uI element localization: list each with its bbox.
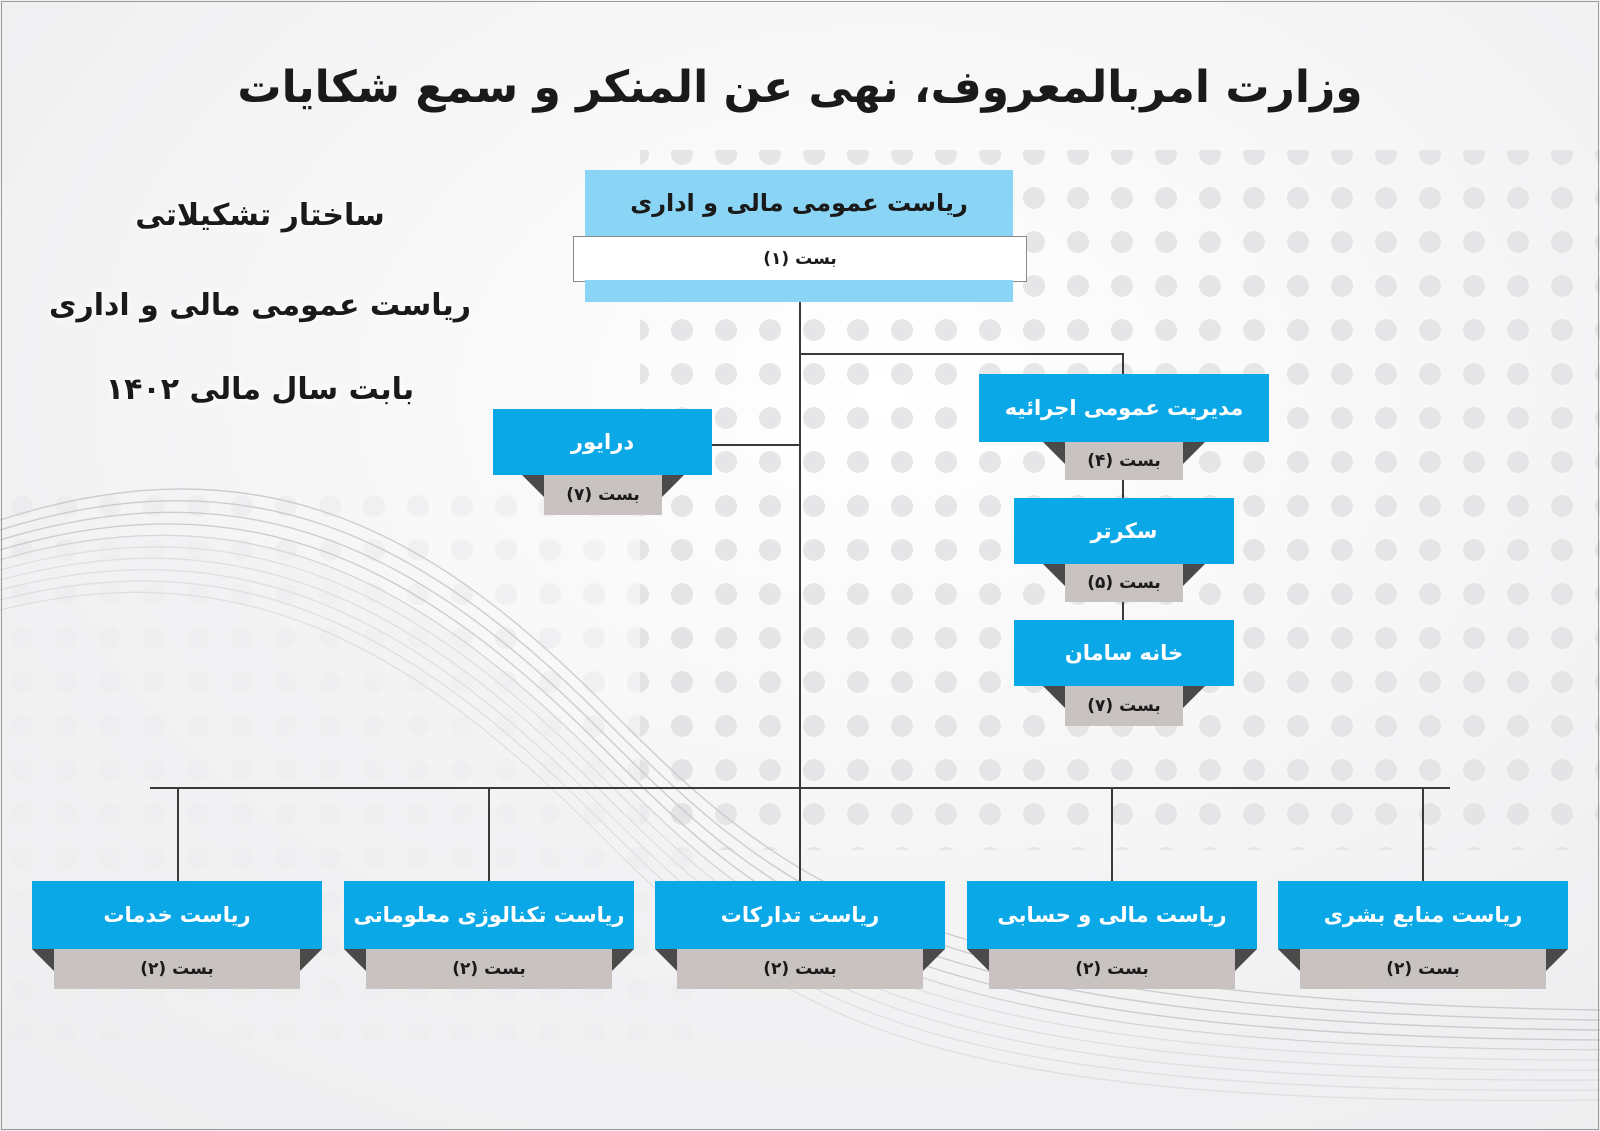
dept-post-1 [54, 949, 300, 989]
chain-post-2 [1065, 564, 1183, 602]
dept-name-4: ریاست مالی و حسابی [997, 903, 1227, 927]
trunk-line [799, 300, 801, 790]
top-unit-box [585, 170, 1013, 236]
chain-post-1 [1065, 442, 1183, 480]
dept-fold-left-3 [655, 949, 677, 971]
chain-line-1 [1122, 480, 1124, 500]
chain-post-label-1: بست (۴) [1087, 451, 1161, 471]
chain-fold-right-2 [1183, 564, 1205, 586]
dept-post-4 [989, 949, 1235, 989]
dept-post-label-1: بست (۲) [140, 959, 214, 979]
chain-fold-right-1 [1183, 442, 1205, 464]
dept-drop-line-1 [177, 788, 179, 882]
chain-fold-left-3 [1043, 686, 1065, 708]
dept-box-3 [655, 881, 945, 949]
dept-name-3: ریاست تدارکات [720, 903, 880, 927]
dept-post-label-5: بست (۲) [1386, 959, 1460, 979]
chain-name-1: مدیریت عمومی اجرائیه [1004, 396, 1244, 420]
dept-post-label-4: بست (۲) [1075, 959, 1149, 979]
dept-post-label-2: بست (۲) [452, 959, 526, 979]
driver-name: درایور [570, 430, 635, 454]
dept-fold-left-2 [344, 949, 366, 971]
chain-fold-left-2 [1043, 564, 1065, 586]
chain-line-2 [1122, 602, 1124, 622]
dept-name-2: ریاست تکنالوژی معلوماتی [353, 903, 625, 927]
dept-post-2 [366, 949, 612, 989]
driver-fold-left [522, 475, 544, 497]
driver-box [493, 409, 712, 475]
dept-name-5: ریاست منابع بشری [1323, 903, 1523, 927]
side-title-line-3: بابت سال مالی ۱۴۰۲ [105, 372, 415, 407]
side-title-line-2: ریاست عمومی مالی و اداری [48, 288, 471, 323]
chain-name-3: خانه سامان [1064, 641, 1184, 665]
dept-fold-right-2 [612, 949, 634, 971]
dept-box-1 [32, 881, 322, 949]
chain-fold-left-1 [1043, 442, 1065, 464]
page-title: وزارت امربالمعروف، نهی عن المنکر و سمع شکایات [237, 62, 1363, 113]
chain-box-3 [1014, 620, 1234, 686]
driver-branch-line [712, 444, 800, 446]
dept-drop-line-5 [1422, 788, 1424, 882]
chain-box-1 [979, 374, 1269, 442]
dept-fold-left-1 [32, 949, 54, 971]
dept-fold-right-4 [1235, 949, 1257, 971]
dept-fold-right-5 [1546, 949, 1568, 971]
side-title-line-1: ساختار تشکیلاتی [135, 198, 385, 233]
dept-drop-line-2 [488, 788, 490, 882]
dept-fold-right-3 [923, 949, 945, 971]
top-unit-post [573, 236, 1027, 282]
driver-post [544, 475, 662, 515]
top-unit-name: ریاست عمومی مالی و اداری [630, 189, 968, 217]
dept-name-1: ریاست خدمات [103, 903, 251, 927]
chain-post-label-3: بست (۷) [1087, 696, 1161, 716]
dept-box-4 [967, 881, 1257, 949]
chain-post-label-2: بست (۵) [1087, 573, 1161, 593]
dept-fold-left-5 [1278, 949, 1300, 971]
dept-box-2 [344, 881, 634, 949]
dept-post-5 [1300, 949, 1546, 989]
chain-box-2 [1014, 498, 1234, 564]
dept-post-3 [677, 949, 923, 989]
driver-fold-right [662, 475, 684, 497]
dept-post-label-3: بست (۲) [763, 959, 837, 979]
chain-post-3 [1065, 686, 1183, 726]
driver-post-label: بست (۷) [566, 485, 640, 505]
dept-fold-right-1 [300, 949, 322, 971]
chain-fold-right-3 [1183, 686, 1205, 708]
dept-fold-left-4 [967, 949, 989, 971]
right-branch-line [800, 353, 1123, 355]
dept-drop-line-4 [1111, 788, 1113, 882]
chain-name-2: سکرتر [1090, 519, 1158, 543]
dept-drop-line-3 [799, 788, 801, 882]
top-unit-post-label: بست (۱) [763, 249, 837, 269]
top-unit-base [585, 280, 1013, 302]
dept-box-5 [1278, 881, 1568, 949]
